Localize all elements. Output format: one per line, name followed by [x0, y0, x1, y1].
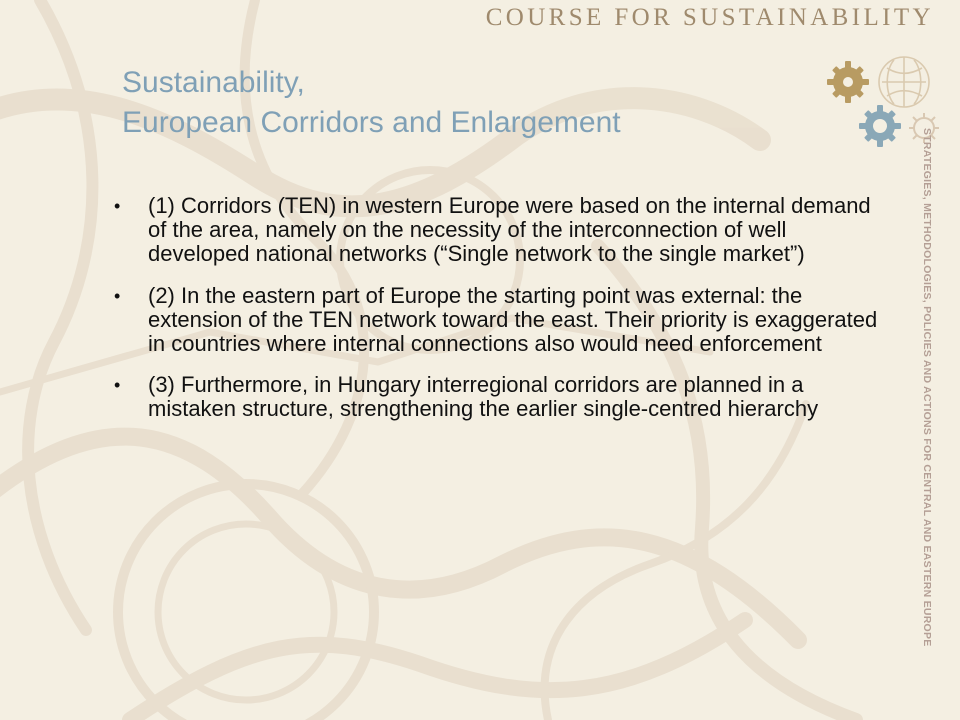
blue-gear-icon	[859, 105, 901, 147]
bullet-item-corridors-western-europe	[112, 194, 882, 267]
bullet-item-hungary-corridors	[112, 373, 882, 421]
course-brand-header: COURSE FOR SUSTAINABILITY	[485, 4, 934, 31]
bullet-text: (3) Furthermore, in Hungary interregional corridors are planned in a mistaken structure, strengthening the earlier single-centred hierarchy	[148, 372, 819, 422]
slide-title-line-1: Sustainability,	[122, 66, 305, 99]
bullet-marker: •	[114, 375, 121, 396]
slide-title	[122, 63, 822, 143]
bullet-marker: •	[114, 285, 121, 306]
slide-title-line-2: European Corridors and Enlargement	[122, 106, 621, 139]
bullet-text: (1) Corridors (TEN) in western Europe were based on the internal demand of the area, namely on the necessity of the interconnection of well developed national networks (“Single network to the single market”)	[148, 193, 871, 267]
bullet-item-eastern-europe-starting-point	[112, 284, 882, 357]
bullet-text: (2) In the eastern part of Europe the starting point was external: the extension of the TEN network toward the east. Their priority is exaggerated in countries where internal connections also would need enforcement	[148, 282, 878, 357]
bullet-list	[112, 194, 882, 439]
bullet-marker: •	[114, 196, 121, 216]
vertical-course-tagline: STRATEGIES, METHODOLOGIES, POLICIES AND ACTIONS FOR CENTRAL AND EASTERN EUROPE	[921, 128, 933, 647]
gold-gear-icon	[827, 61, 869, 103]
globe-line-icon	[879, 57, 929, 107]
